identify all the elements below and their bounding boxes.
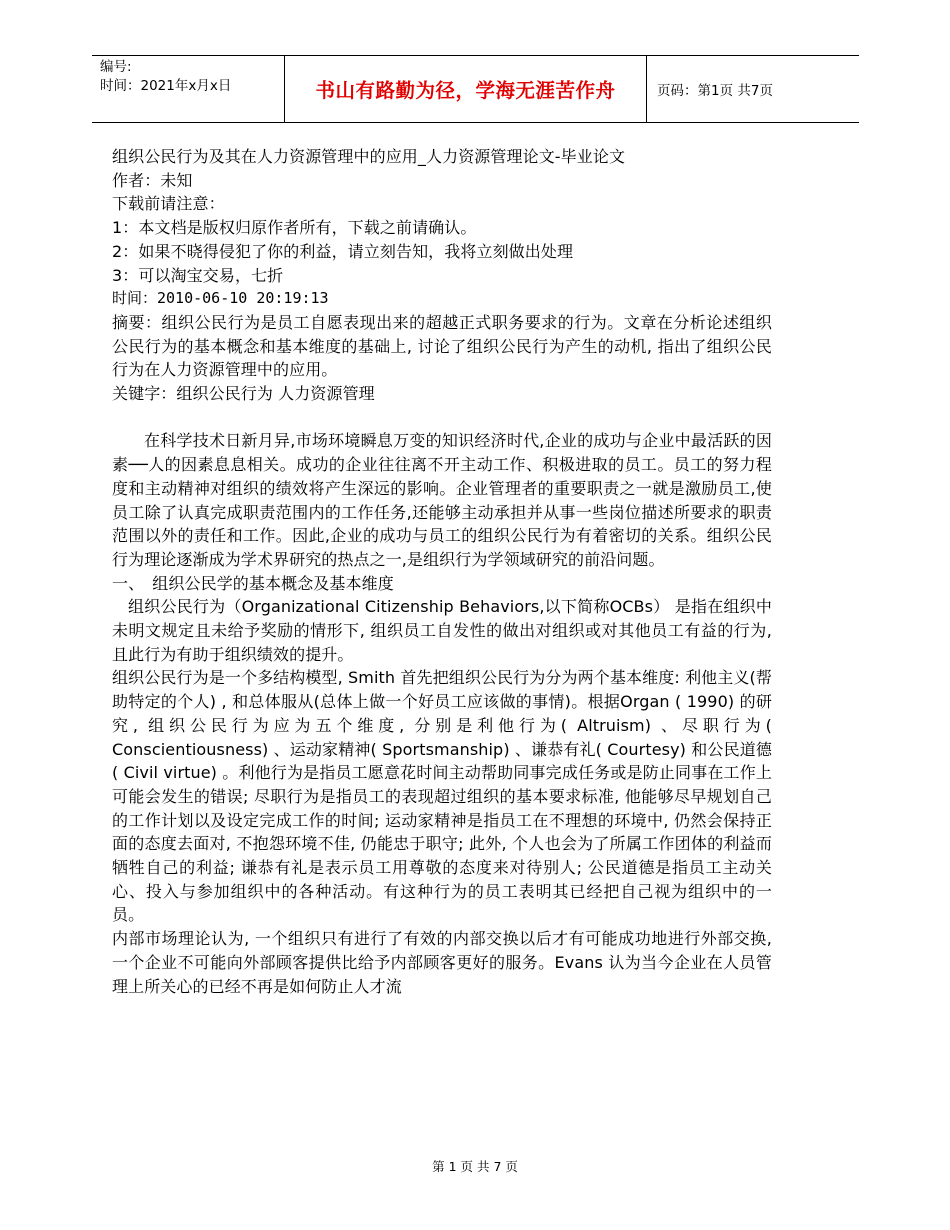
notice-3: 3：可以淘宝交易，七折	[112, 265, 284, 285]
notice-1: 1：本文档是版权归原作者所有，下载之前请确认。	[112, 218, 477, 238]
header-middle	[284, 56, 647, 122]
document-body	[112, 145, 772, 998]
notice-2: 2：如果不晓得侵犯了你的利益，请立刻告知，我将立刻做出处理	[112, 241, 574, 261]
page-label: 页码：第1页 共7页	[657, 83, 773, 99]
paragraph-4: 内部市场理论认为, 一个组织只有进行了有效的内部交换以后才有可能成功地进行外部交换, 一个企业不可能向外部顾客提供比给予内部顾客更好的服务。Evans 认为当今企业在人员管理上所关心的已经不再是如何防止人才流	[112, 929, 772, 996]
time-label: 时间：2021年x月x日	[100, 78, 232, 94]
page-header	[92, 55, 859, 123]
header-left	[92, 56, 284, 122]
doc-title: 组织公民行为及其在人力资源管理中的应用_人力资源管理论文-毕业论文	[112, 147, 626, 166]
keywords: 关键字：组织公民行为 人力资源管理	[112, 384, 375, 404]
abstract: 摘要：组织公民行为是员工自愿表现出来的超越正式职务要求的行为。文章在分析论述组织公民行为的基本概念和基本维度的基础上, 讨论了组织公民行为产生的动机, 指出了组织公民行为在人力资源管理中的应用。	[112, 312, 772, 380]
header-right	[647, 56, 859, 122]
motto: 书山有路勤为径，学海无涯苦作舟	[315, 79, 616, 102]
number-label: 编号:	[100, 59, 132, 75]
notice-title: 下载前请注意：	[112, 194, 225, 214]
section-heading-1: 一、 组织公民学的基本概念及基本维度	[112, 573, 394, 593]
doc-time: 时间：2010-06-10 20:19:13	[112, 289, 329, 308]
paragraph-1: 在科学技术日新月异,市场环境瞬息万变的知识经济时代,企业的成功与企业中最活跃的因素──人的因素息息相关。成功的企业往往离不开主动工作、积极进取的员工。员工的努力程度和主动精神对组织的绩效将产生深远的影响。企业管理者的重要职责之一就是激励员工,使员工除了认真完成职责范围内的工作任务,还能够主动承担并从事一些岗位描述所要求的职责范围以外的责任和工作。因此,企业的成功与员工的组织公民行为有着密切的关系。组织公民行为理论逐渐成为学术界研究的热点之一,是组织行为学领域研究的前沿问题。	[112, 431, 772, 569]
paragraph-2: 组织公民行为（Organizational Citizenship Behaviors,以下简称OCBs） 是指在组织中未明文规定且未给予奖励的情形下, 组织员工自发性的做出对组织或对其他员工有益的行为, 且此行为有助于组织绩效的提升。	[112, 597, 772, 664]
paragraph-3: 组织公民行为是一个多结构模型, Smith 首先把组织公民行为分为两个基本维度: 利他主义(帮助特定的个人) , 和总体服从(总体上做一个好员工应该做的事情)。根据Organ ( 1990) 的研究, 组织公民行为应为五个维度, 分别是利他行为( Altruism) 、尽职行为( Conscientiousness) 、运动家精神( Sportsmanship) 、谦恭有礼( Courtesy) 和公民道德( Civil virtue) 。利他行为是指员工愿意花时间主动帮助同事完成任务或是防止同事在工作上可能会发生的错误; 尽职行为是指员工的表现超过组织的基本要求标准, 他能够尽早规划自己的工作计划以及设定完成工作的时间; 运动家精神是指员工在不理想的环境中, 仍然会保持正面的态度去面对, 不抱怨环境不佳, 仍能忠于职守; 此外, 个人也会为了所属工作团体的利益而牺牲自己的利益; 谦恭有礼是表示员工用尊敬的态度来对待别人; 公民道德是指员工主动关心、投入与参加组织中的各种活动。有这种行为的员工表明其已经把自己视为组织中的一员。	[112, 668, 772, 925]
footer-page-number: 第 1 页 共 7 页	[432, 1159, 518, 1174]
doc-author: 作者：未知	[112, 170, 193, 190]
spacer	[112, 406, 772, 430]
page-footer	[0, 1157, 950, 1175]
